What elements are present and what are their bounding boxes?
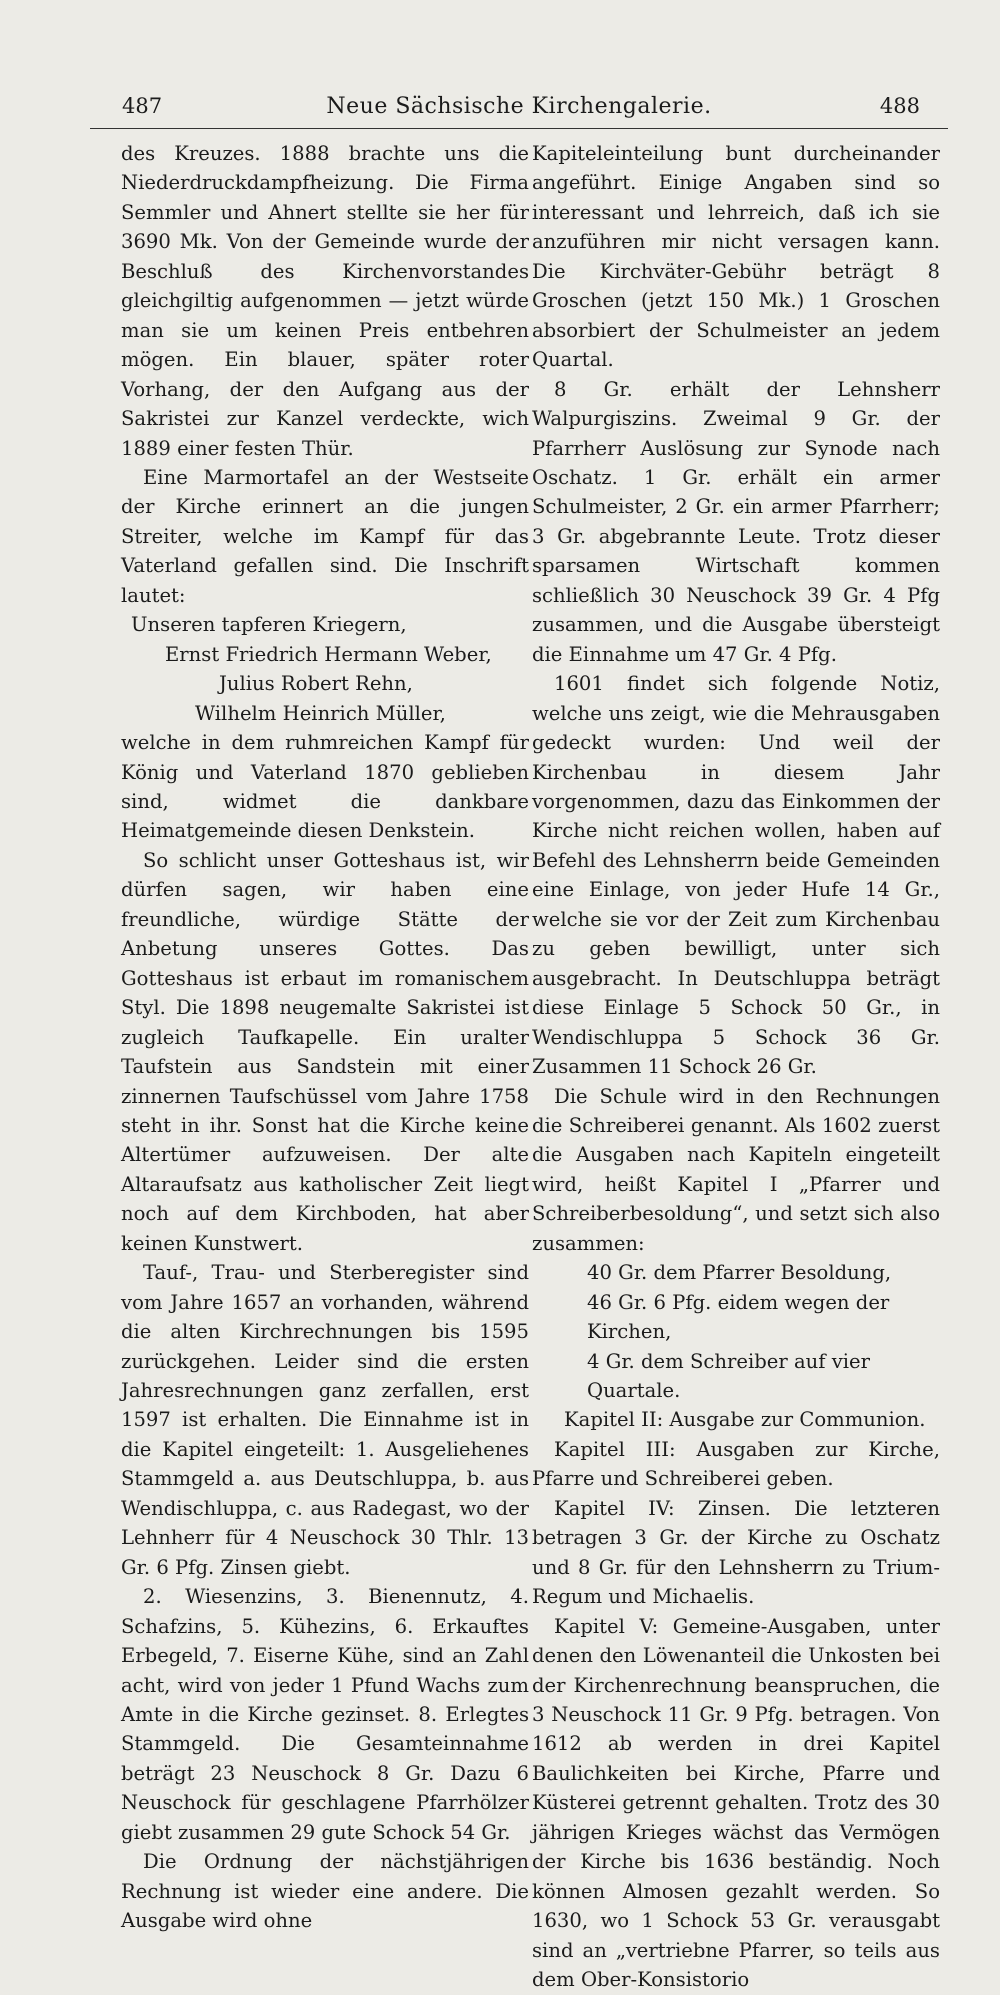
inscription-line: Julius Robert Rehn, — [219, 672, 413, 696]
paragraph: Kapiteleinteilung bunt durcheinander angeführt. Einige Angaben sind so interessant und lehrreich, daß ich sie anzuführen mir nicht versagen kann. Die Kirchväter-Gebühr beträgt 8 Groschen (jetzt 150 Mk.) 1 Groschen absorbiert der Schulmeister an jedem Quartal. — [532, 142, 940, 372]
list-item: 40 Gr. dem Pfarrer Besoldung, — [587, 1261, 892, 1285]
page-number-left: 487 — [122, 94, 163, 118]
paragraph: Eine Marmortafel an der Westseite der Kirche erinnert an die jungen Streiter, welche im Kampf für das Vaterland gefallen sind. Die Inschrift lautet: — [121, 465, 529, 607]
left-column — [121, 139, 529, 1936]
page-header — [90, 94, 948, 124]
paragraph: Kapitel IV: Zinsen. Die letzteren betragen 3 Gr. der Kirche zu Oschatz und 8 Gr. für den Lehnsherrn zu Trium-Regum und Michaelis. — [532, 1496, 940, 1609]
right-column — [532, 139, 940, 1995]
inscription-line: Ernst Friedrich Hermann Weber, — [165, 642, 492, 666]
paragraph: Die Schule wird in den Rechnungen die Schreiberei genannt. Als 1602 zuerst die Ausgaben nach Kapiteln eingeteilt wird, heißt Kapitel I „Pfarrer und Schreiberbesoldung“, und setzt sich also zusammen: — [532, 1084, 940, 1255]
paragraph: Die Ordnung der nächstjährigen Rechnung ist wieder eine andere. Die Ausgabe wird ohne — [121, 1850, 529, 1933]
page-number-right: 488 — [879, 94, 920, 118]
list-item: 46 Gr. 6 Pfg. eidem wegen der Kirchen, — [587, 1290, 890, 1344]
paragraph: 8 Gr. erhält der Lehnsherr Walpurgiszins. Zweimal 9 Gr. der Pfarrherr Auslösung zur Synode nach Oschatz. 1 Gr. erhält ein armer Schulmeister, 2 Gr. ein armer Pfarrherr; 3 Gr. abgebrannte Leute. Trotz dieser sparsamen Wirtschaft kommen schließlich 30 Neuschock 39 Gr. 4 Pfg zusammen, und die Ausgabe übersteigt die Einnahme um 47 Gr. 4 Pfg. — [532, 377, 940, 666]
chapter-line: Kapitel II: Ausgabe zur Communion. — [564, 1408, 926, 1432]
paragraph: So schlicht unser Gotteshaus ist, wir dürfen sagen, wir haben eine freundliche, würdige Stätte der Anbetung unseres Gottes. Das Gotteshaus ist erbaut im romanischem Styl. Die 1898 neugemalte Sakristei ist zugleich Taufkapelle. Ein uralter Taufstein aus Sandstein mit einer zinnernen Taufschüssel vom Jahre 1758 steht in ihr. Sonst hat die Kirche keine Altertümer aufzuweisen. Der alte Altaraufsatz aus katholischer Zeit liegt noch auf dem Kirchboden, hat aber keinen Kunstwert. — [121, 848, 529, 1255]
paragraph: des Kreuzes. 1888 brachte uns die Niederdruckdampfheizung. Die Firma Semmler und Ahnert stellte sie her für 3690 Mk. Von der Gemeinde wurde der Beschluß des Kirchenvorstandes gleichgiltig aufgenommen — jetzt würde man sie um keinen Preis entbehren mögen. Ein blauer, später roter Vorhang, der den Aufgang aus der Sakristei zur Kanzel verdeckte, wich 1889 einer festen Thür. — [121, 142, 529, 460]
list-item: 4 Gr. dem Schreiber auf vier Quartale. — [587, 1349, 871, 1403]
paragraph: 1601 findet sich folgende Notiz, welche uns zeigt, wie die Mehrausgaben gedeckt wurden: Und weil der Kirchenbau in diesem Jahr vorgenommen, dazu das Einkommen der Kirche nicht reichen wollen, haben auf Befehl des Lehnsherrn beide Gemeinden eine Einlage, von jeder Hufe 14 Gr., welche sie vor der Zeit zum Kirchenbau zu geben bewilligt, unter sich ausgebracht. In Deutschluppa beträgt diese Einlage 5 Schock 50 Gr., in Wendischluppa 5 Schock 36 Gr. Zusammen 11 Schock 26 Gr. — [532, 672, 940, 1079]
inscription-line: Wilhelm Heinrich Müller, — [195, 701, 446, 725]
paragraph: 2. Wiesenzins, 3. Bienennutz, 4. Schafzins, 5. Kühezins, 6. Erkauftes Erbegeld, 7. Eiserne Kühe, sind an Zahl acht, wird von jeder 1 Pfund Wachs zum Amte in die Kirche gezinset. 8. Erlegtes Stammgeld. Die Gesamteinnahme beträgt 23 Neuschock 8 Gr. Dazu 6 Neuschock für geschlagene Pfarrhölzer giebt zusammen 29 gute Schock 54 Gr. — [121, 1585, 529, 1844]
paragraph: Tauf-, Trau- und Sterberegister sind vom Jahre 1657 an vorhanden, während die alten Kirchrechnungen bis 1595 zurückgehen. Leider sind die ersten Jahresrechnungen ganz zerfallen, erst 1597 ist erhalten. Die Einnahme ist in die Kapitel eingeteilt: 1. Ausgeliehenes Stammgeld a. aus Deutschluppa, b. aus Wendischluppa, c. aus Radegast, wo der Lehnherr für 4 Neuschock 30 Thlr. 13 Gr. 6 Pfg. Zinsen giebt. — [121, 1261, 529, 1579]
inscription-line: Unseren tapferen Kriegern, — [131, 613, 407, 637]
paragraph: welche in dem ruhmreichen Kampf für König und Vaterland 1870 geblieben sind, widmet die dankbare Heimatgemeinde diesen Denkstein. — [121, 731, 529, 843]
header-rule — [90, 128, 948, 129]
paragraph: Kapitel V: Gemeine-Ausgaben, unter denen den Löwenanteil die Unkosten bei der Kirchenrechnung beanspruchen, die 3 Neuschock 11 Gr. 9 Pfg. betragen. Von 1612 ab werden in drei Kapitel Baulichkeiten bei Kirche, Pfarre und Küsterei getrennt gehalten. Trotz des 30 jährigen Krieges wächst das Vermögen der Kirche bis 1636 beständig. Noch können Almosen gezahlt werden. So 1630, wo 1 Schock 53 Gr. verausgabt sind an „vertriebne Pfarrer, so teils aus dem Ober-Konsistorio — [532, 1614, 940, 1992]
paragraph: Kapitel III: Ausgaben zur Kirche, Pfarre und Schreiberei geben. — [532, 1437, 940, 1491]
running-title: Neue Sächsische Kirchengalerie. — [326, 94, 712, 119]
